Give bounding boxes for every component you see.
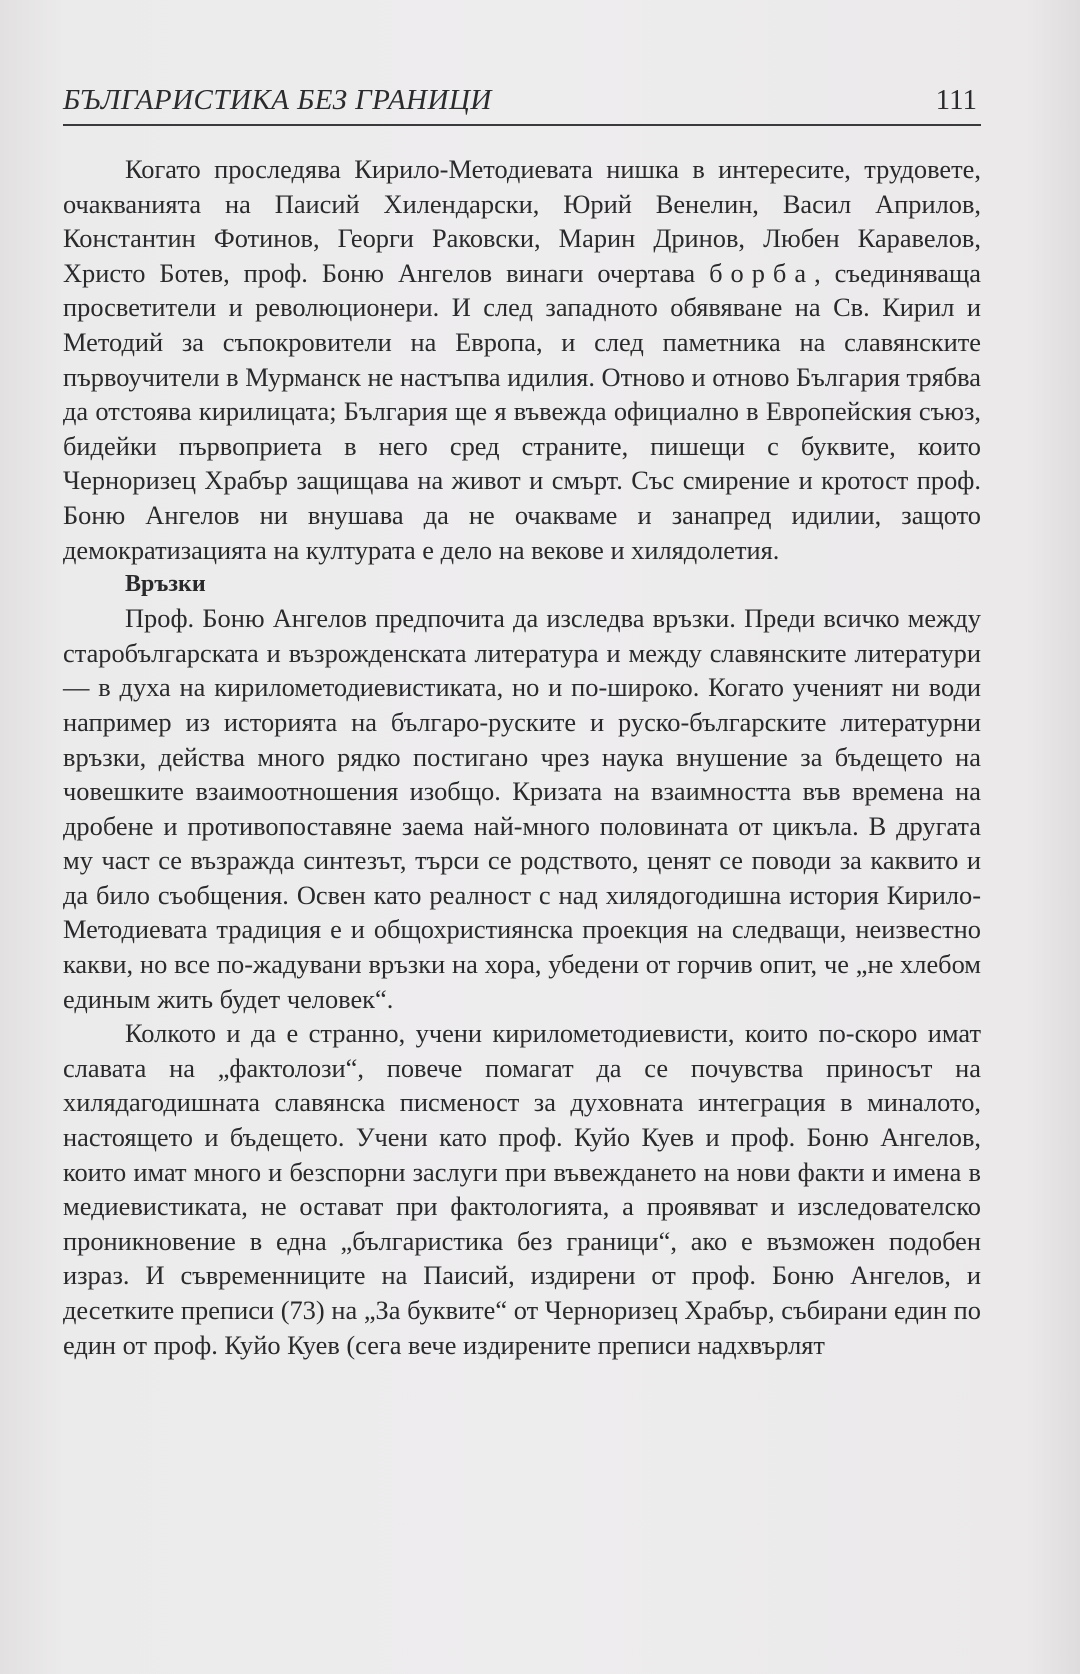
body-text	[63, 152, 981, 1362]
running-title: БЪЛГАРИСТИКА БЕЗ ГРАНИЦИ	[63, 84, 492, 116]
paragraph-1-text-after: , съединяваща просветители и революционери. И след западното обявяване на Св. Кирил и Методий за съпокровители на Европа, и след паметника на славянските първоучители в Мурманск не настъпва идилия. Отново и отново България трябва да отстоява кирилицата; България ще я въвежда официално в Европейския съюз, бидейки първоприета в него сред страните, пишещи с буквите, които Черноризец Храбър защищава на живот и смърт. Със смирение и кротост проф. Боню Ангелов ни внушава да не очакваме и занапред идилии, защото демократизацията на културата е дело на векове и хилядолетия.	[63, 257, 982, 565]
paragraph-3: Колкото и да е странно, учени кирилометодиевисти, които по-скоро имат славата на „фактолози“, повече помагат да се почувства приносът на хилядагодишната славянска писменост за духовната интеграция в миналото, настоящето и бъдещето. Учени като проф. Куйо Куев и проф. Боню Ангелов, които имат много и безспорни заслуги при въвеждането на нови факти и имена в медиевистиката, не остават при фактологията, а проявяват и изследователско проникновение в една „българистика без граници“, ако е възможен подобен израз. И съвременниците на Паисий, издирени от проф. Боню Ангелов, и десетките преписи (73) на „За буквите“ от Черноризец Храбър, събирани един по един от проф. Куйо Куев (сега вече издирените преписи надхвърлят	[63, 1018, 981, 1360]
paragraph-1-spaced-word: борба	[709, 257, 815, 288]
paragraph-2: Проф. Боню Ангелов предпочита да изследва връзки. Преди всичко между старобългарската и възрожденската литература и между славянските литератури — в духа на кирилометодиевистиката, но и по-широко. Когато ученият ни води например из историята на българо-руските и руско-българските литературни връзки, действа много рядко постигано чрез наука внушение за бъдещето на човешките взаимоотношения изобщо. Кризата на взаимността във времена на дробене и противопоставяне заема най-много половината от цикъла. В другата му част се възражда синтезът, търси се родството, ценят се поводи за каквито и да било съобщения. Освен като реалност с над хилядогодишна история Кирило-Методиевата традиция е и общохристиянска проекция на следващи, неизвестно какви, но все по-жадувани връзки на хора, убедени от горчив опит, че „не хлебом единым жить будет человек“.	[63, 603, 981, 1014]
page-header	[63, 84, 981, 126]
page-number: 111	[935, 84, 977, 116]
section-heading: Връзки	[125, 571, 206, 598]
paragraph-1-text-before: Когато проследява Кирило-Методиевата нишка в интересите, трудовете, очакванията на Паисий Хилендарски, Юрий Венелин, Васил Априлов, Константин Фотинов, Георги Раковски, Марин Дринов, Любен Каравелов, Христо Ботев, проф. Боню Ангелов винаги очертава	[63, 154, 981, 288]
paragraph-1	[63, 152, 981, 567]
